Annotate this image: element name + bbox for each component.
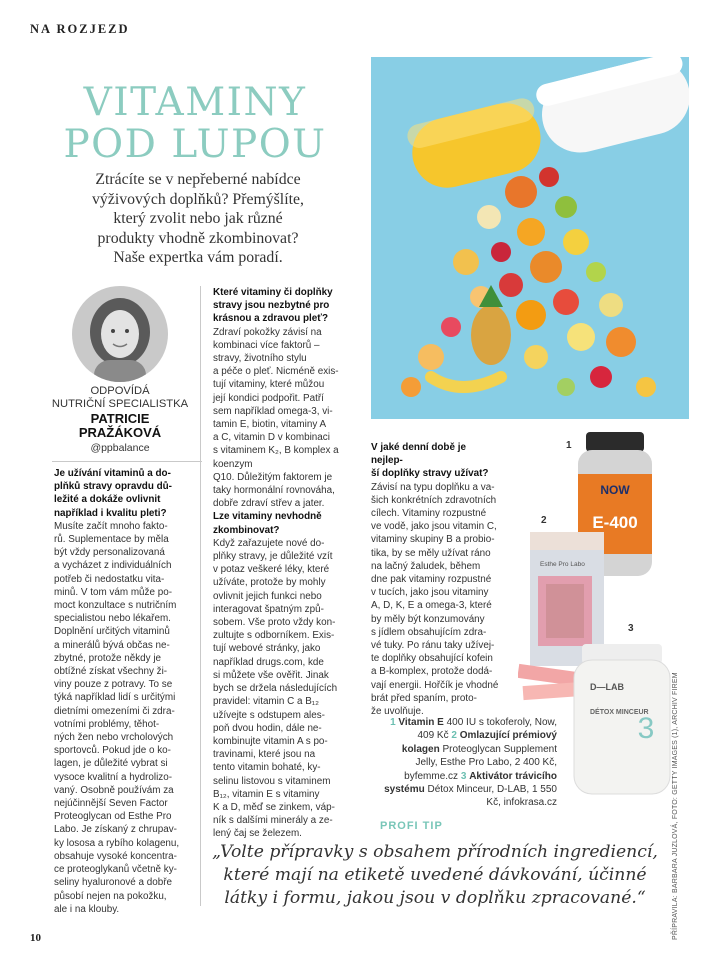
text-line: ve vodě, jako jsou vitamin C, — [371, 521, 497, 533]
headline-line: POD LUPOU — [63, 122, 327, 167]
brand-label: D—LAB — [590, 682, 624, 692]
text-line: dobře zdraví střev a jater. — [213, 498, 325, 510]
text-line: užíváte, protože by mohly — [213, 577, 326, 589]
column-2 — [213, 286, 353, 841]
text-line: a B-komplex, protože dodá- — [371, 666, 493, 678]
text-line: sobem. Vše proto vždy kon- — [213, 617, 336, 629]
caption-text: Proteoglycan Supplement Jelly, Esthe Pro Labo, 2 400 Kč, byfemme.cz — [404, 743, 557, 782]
text-line: užívejte s odstupem ales- — [213, 709, 325, 721]
text-line: kombinujte vitamin A s po- — [213, 735, 328, 747]
tip-label: PROFI TIP — [380, 820, 443, 832]
headline — [36, 82, 354, 166]
photo-credit: PŘÍPRAVILA: BARBARA JUZLOVÁ, FOTO: GETTY IMAGES (1), ARCHIV FIREM — [672, 672, 679, 940]
text-line: s vitaminem K₂, B komplex a koenzym — [213, 445, 339, 470]
text-line: si můžete vše ověřit. Jinak — [213, 669, 329, 681]
box-top — [530, 532, 604, 550]
caption-product-name: Omlazující prémiový kolagen — [401, 730, 557, 755]
text-line: v tucích, jako jsou vitaminy — [371, 587, 489, 599]
lede-line: výživových doplňků? Přemýšlíte, — [92, 190, 304, 208]
jar-number-label: 3 — [637, 712, 655, 745]
text-line: minů. V tom vám může po- — [54, 586, 172, 598]
quote-line: látky i formu, jakou jsou v doplňku zpracované.“ — [224, 888, 646, 908]
text-line: lagen, je důležité vybrat si — [54, 758, 168, 770]
answer-text — [213, 326, 353, 511]
text-line: cílech. Vitaminy rozpustné — [371, 508, 487, 520]
text-line: Labo. Je získaný z chrupav- — [54, 824, 177, 836]
text-line: lený čaj se železem. — [213, 828, 302, 840]
text-line: nejúčinnější Seven Factor — [54, 798, 168, 810]
author-role — [30, 385, 210, 410]
text-line: zultujte s odborníkem. Exis- — [213, 630, 335, 642]
text-line: ale i na klouby. — [54, 903, 120, 915]
text-line: s jídlem obsahujícím zdra- — [371, 626, 487, 638]
text-line: například drugs.com, kde — [213, 656, 324, 668]
text-line: ník s dalšími minerály a ze- — [213, 815, 333, 827]
caption-text: Détox Minceur, D-LAB, 1 550 Kč, infokrasa.cz — [427, 784, 557, 809]
product-label: E-400 — [592, 513, 638, 532]
brand-label: NOW — [600, 483, 630, 497]
answer-text — [213, 537, 353, 841]
text-line: Proteoglycan od Esthe Pro — [54, 811, 172, 823]
text-line: pravidel: vitamin C a B₁₂ — [213, 696, 319, 708]
question-line: plňků stravy opravdu dů- — [54, 481, 172, 493]
quote-line: které mají na etiketě uvedené dávkování, účinné — [223, 865, 647, 885]
text-line: by měly být konzumovány — [371, 613, 485, 625]
product-captions — [379, 716, 557, 810]
text-line: týká například lidí s určitými — [54, 692, 176, 704]
text-line: sem například omega-3, vi- — [213, 405, 333, 417]
box-pattern-inner — [546, 584, 584, 638]
question-line: ležité a dokáže ovlivnit — [54, 494, 161, 506]
text-line: a vycházet z individuálních — [54, 560, 172, 572]
text-line: seliny hyaluronové a dobře — [54, 877, 173, 889]
text-line: travinami, které jsou na — [213, 749, 316, 761]
author-handle: @ppbalance — [90, 442, 150, 454]
text-line: moct konzultace s nutričním — [54, 600, 177, 612]
text-line: její kondici podpořit. Patří — [213, 392, 324, 404]
text-line: dietními omezeními či zdra- — [54, 705, 175, 717]
lede — [50, 170, 346, 268]
text-line: obtížné získat všechny ži- — [54, 666, 168, 678]
text-line: brát před spaním, proto- — [371, 692, 477, 704]
text-line: ných žen nebo vrcholových — [54, 732, 174, 744]
hero-photo — [371, 57, 689, 419]
text-line: být vždy personalizovaná — [54, 547, 165, 559]
text-line: tika, by se měly užívat ráno — [371, 547, 491, 559]
text-line: tamin E, biotin, vitaminy A — [213, 419, 327, 431]
text-line: vají energii. Hořčík je vhodné — [371, 679, 499, 691]
text-line: vaný. Osobně používám za — [54, 784, 174, 796]
text-line: ce proteoglykanů včetně ky- — [54, 864, 177, 876]
text-line: poň dvou hodin, dále ne- — [213, 722, 322, 734]
text-line: působí nejen na pokožku, — [54, 890, 167, 902]
column-divider — [200, 286, 201, 906]
author-portrait — [72, 286, 168, 382]
caption-number: 1 — [390, 717, 396, 728]
author-name-line: PATRICIE — [90, 411, 150, 426]
text-line: kombinaci více faktorů – — [213, 339, 320, 351]
author-divider — [52, 461, 202, 462]
text-line: sportovců. Pokud jde o ko- — [54, 745, 171, 757]
text-line: Závisí na typu doplňku a va- — [371, 481, 495, 493]
quote-line: „Volte přípravky s obsahem přírodních ingrediencí, — [212, 842, 658, 862]
text-line: taky hormonální rovnováha, — [213, 485, 335, 497]
question-line: krásnou a zdravou pleť? — [213, 313, 329, 325]
text-line: tují webové stránky, jako — [213, 643, 321, 655]
text-line: na lačný žaludek, během — [371, 560, 481, 572]
author-name — [30, 412, 210, 440]
capsule-fruits-illustration — [371, 57, 689, 419]
caption-text: 400 IU s tokoferoly, Now, 409 Kč — [417, 717, 557, 742]
question-line: Je užívání vitaminů a do- — [54, 468, 171, 479]
section-label: NA ROZJEZD — [30, 22, 130, 36]
column-1 — [54, 467, 188, 916]
lede-line: Ztrácíte se v nepřeberné nabídce — [95, 171, 301, 188]
text-line: Q10. Důležitým faktorem je — [213, 471, 333, 483]
brand-label: Esthe Pro Labo — [540, 561, 585, 568]
product-label: DÉTOX MINCEUR — [590, 709, 649, 716]
text-line: ovlivnit jejich funkci nebo — [213, 590, 322, 602]
sachet — [518, 664, 579, 686]
answer-text — [371, 481, 499, 719]
text-line: potřeb či nedostatku vita- — [54, 573, 165, 585]
lede-line: který zvolit nebo jak různé — [113, 210, 283, 227]
caption-number: 3 — [460, 770, 467, 782]
author-role-line: NUTRIČNÍ SPECIALISTKA — [51, 397, 189, 410]
text-line: vé tuky. Po ránu taky užívej- — [371, 640, 495, 652]
text-line: te doplňky obsahující kofein — [371, 653, 493, 665]
lede-line: produkty vhodně zkombinovat? — [97, 229, 299, 247]
text-line: dne pak vitaminy rozpustné — [371, 574, 492, 586]
column-3 — [371, 441, 499, 718]
portrait-image — [72, 286, 168, 382]
text-line: že uvolňuje. — [371, 706, 424, 718]
text-line: plňky stravy, je důležité vzít — [213, 551, 333, 563]
text-line: interagovat špatným způ- — [213, 603, 324, 615]
text-line: tento vitamin bohaté, ky- — [213, 762, 321, 774]
question-line: například i kvalitu pleti? — [54, 507, 167, 519]
text-line: obsahuje vysoké koncentra- — [54, 850, 177, 862]
text-line: šich konkrétních zdravotních — [371, 494, 497, 506]
text-line: ky lososa a rybího kolagenu, — [54, 837, 180, 849]
question-line: zkombinovat? — [213, 524, 280, 536]
text-line: votními problémy, těhot- — [54, 718, 160, 730]
text-line: stravy, životního stylu — [213, 353, 307, 365]
text-line: rů. Suplementace by měla — [54, 534, 169, 546]
jar-body — [574, 660, 670, 794]
text-line: a C, vitamin D v kombinaci — [213, 432, 330, 444]
question-line: Které vitaminy či doplňky — [213, 287, 333, 298]
text-line: Doplnění určitých vitaminů — [54, 626, 170, 638]
question-line: ší doplňky stravy užívat? — [371, 468, 489, 480]
lede-line: Naše expertka vám poradí. — [113, 249, 283, 266]
question-line: stravy jsou nezbytné pro — [213, 300, 330, 312]
page-number: 10 — [30, 932, 41, 944]
text-line: zbytné, protože někdy je — [54, 652, 162, 664]
product-number: 1 — [566, 440, 572, 451]
caption-product-name: Aktivátor trávicího systému — [384, 770, 557, 796]
text-line: vysoce kvalitní a hydrolizo- — [54, 771, 172, 783]
answer-text — [54, 520, 188, 916]
text-line: viny pouze z potravy. To se — [54, 679, 173, 691]
text-line: a minerálů bývá občas ne- — [54, 639, 170, 651]
text-line: Zdraví pokožky závisí na — [213, 326, 322, 338]
text-line: tují vitaminy, které můžou — [213, 379, 325, 391]
caption-product-name: Vitamin E — [398, 717, 444, 728]
tip-quote — [210, 841, 660, 910]
text-line: v potaz veškeré léky, které — [213, 564, 330, 576]
product-number: 3 — [628, 623, 634, 634]
text-line: Když zařazujete nové do- — [213, 537, 325, 549]
text-line: bych se držela následujících — [213, 683, 338, 695]
text-line: selinu listovou s vitaminem — [213, 775, 331, 787]
author-role-line: ODPOVÍDÁ — [90, 385, 150, 397]
text-line: K a D, měď se zinkem, váp- — [213, 801, 335, 813]
product-number: 2 — [541, 515, 547, 526]
text-line: specialistou nebo lékařem. — [54, 613, 171, 625]
author-name-line: PRAŽÁKOVÁ — [78, 425, 162, 440]
caption-number: 2 — [451, 730, 457, 742]
text-line: a péče o pleť. Nicméně exis- — [213, 366, 339, 378]
text-line: Musíte začít mnoho fakto- — [54, 520, 168, 532]
text-line: A, D, K, E a omega-3, které — [371, 600, 492, 612]
question-line: Lze vitaminy nevhodně — [213, 511, 322, 523]
headline-line: VITAMINY — [83, 80, 307, 125]
text-line: B₁₂, vitamin E s vitaminy — [213, 788, 320, 800]
text-line: vitaminy skupiny B a probio- — [371, 534, 495, 546]
bottle-cap — [586, 432, 644, 452]
question-line: V jaké denní době je nejlep- — [371, 442, 466, 467]
